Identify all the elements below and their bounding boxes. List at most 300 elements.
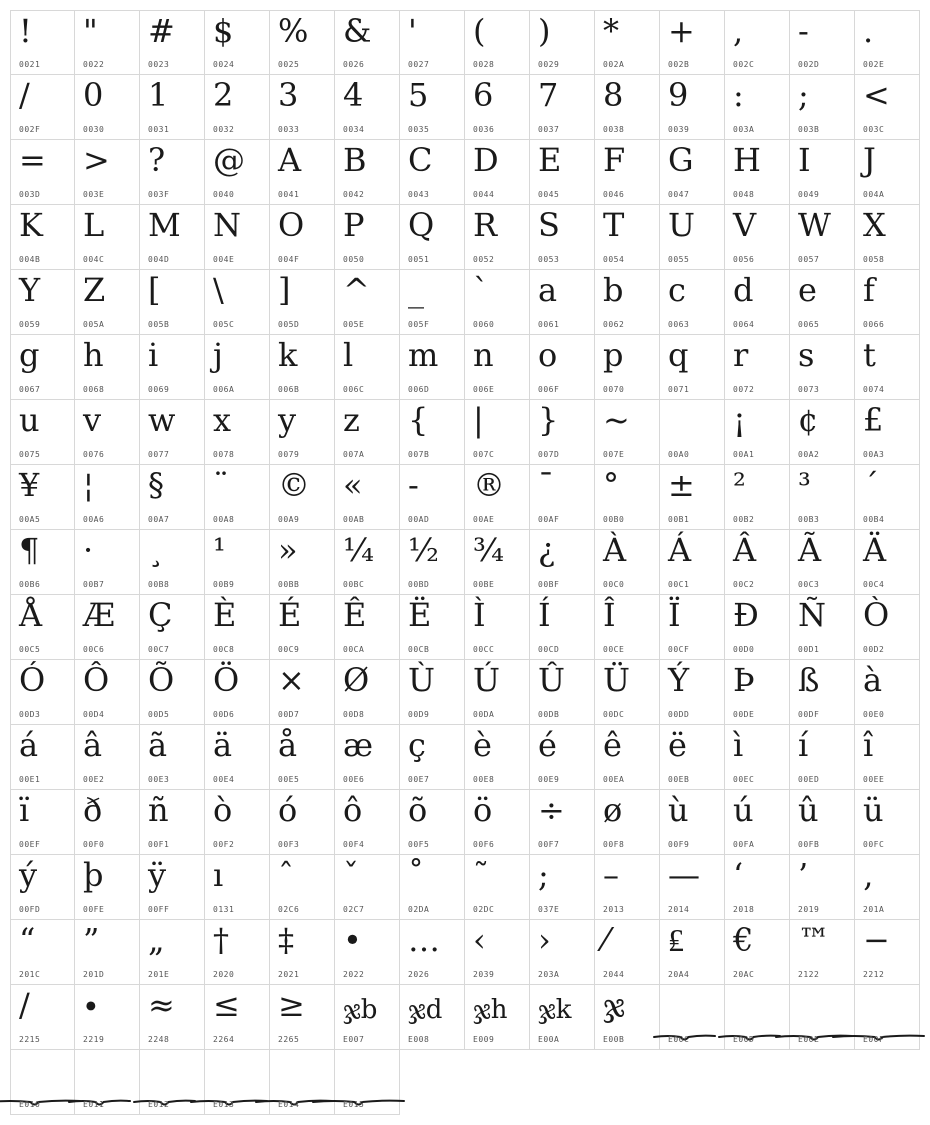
glyph-codepoint: 00A9 bbox=[278, 515, 300, 524]
glyph-codepoint: E015 bbox=[343, 1100, 365, 1109]
glyph-cell bbox=[530, 855, 595, 920]
glyph-char: ä bbox=[213, 726, 233, 764]
glyph-char: ‡ bbox=[278, 921, 294, 959]
glyph-cell bbox=[465, 725, 530, 790]
glyph-codepoint: 00F0 bbox=[83, 840, 105, 849]
glyph-char: ჯ bbox=[603, 986, 625, 1024]
glyph-cell bbox=[205, 855, 270, 920]
glyph-codepoint: 00B4 bbox=[863, 515, 885, 524]
glyph-char: V bbox=[733, 206, 757, 244]
glyph-cell bbox=[10, 725, 75, 790]
glyph-cell bbox=[530, 400, 595, 465]
glyph-codepoint: 0063 bbox=[668, 320, 690, 329]
glyph-cell bbox=[400, 465, 465, 530]
glyph-cell bbox=[205, 725, 270, 790]
glyph-cell bbox=[660, 725, 725, 790]
glyph-cell bbox=[790, 920, 855, 985]
glyph-cell bbox=[140, 530, 205, 595]
glyph-cell bbox=[790, 465, 855, 530]
glyph-cell bbox=[400, 855, 465, 920]
glyph-char: ì bbox=[733, 726, 744, 764]
glyph-char: ’ bbox=[798, 856, 809, 894]
glyph-codepoint: 203A bbox=[538, 970, 560, 979]
glyph-codepoint: 0021 bbox=[19, 60, 41, 69]
glyph-codepoint: 00F8 bbox=[603, 840, 625, 849]
glyph-cell bbox=[270, 790, 335, 855]
glyph-codepoint: 00EF bbox=[19, 840, 41, 849]
glyph-codepoint: 00EA bbox=[603, 775, 625, 784]
glyph-codepoint: 0055 bbox=[668, 255, 690, 264]
glyph-char: æ bbox=[343, 726, 374, 764]
glyph-cell bbox=[595, 205, 660, 270]
glyph-char: ! bbox=[19, 12, 32, 50]
glyph-codepoint: 2264 bbox=[213, 1035, 235, 1044]
glyph-codepoint: 0027 bbox=[408, 60, 430, 69]
glyph-codepoint: E010 bbox=[19, 1100, 41, 1109]
glyph-codepoint: 00C9 bbox=[278, 645, 300, 654]
glyph-codepoint: 2265 bbox=[278, 1035, 300, 1044]
glyph-char: T bbox=[603, 206, 625, 244]
glyph-char: 2 bbox=[213, 76, 234, 114]
glyph-cell bbox=[465, 270, 530, 335]
glyph-codepoint: 0064 bbox=[733, 320, 755, 329]
glyph-codepoint: 005C bbox=[213, 320, 235, 329]
glyph-codepoint: 0047 bbox=[668, 190, 690, 199]
glyph-char: ç bbox=[408, 726, 426, 764]
glyph-codepoint: 002C bbox=[733, 60, 755, 69]
glyph-char: − bbox=[863, 921, 890, 959]
glyph-cell bbox=[660, 595, 725, 660]
glyph-char: ˜ bbox=[473, 856, 489, 894]
glyph-char: ‚ bbox=[863, 856, 874, 894]
glyph-char: M bbox=[148, 206, 181, 244]
glyph-cell bbox=[270, 465, 335, 530]
glyph-char: Ý bbox=[668, 661, 690, 699]
glyph-codepoint: 2215 bbox=[19, 1035, 41, 1044]
glyph-codepoint: 00C4 bbox=[863, 580, 885, 589]
glyph-cell bbox=[465, 335, 530, 400]
glyph-char: Æ bbox=[83, 596, 116, 634]
glyph-codepoint: 0073 bbox=[798, 385, 820, 394]
glyph-codepoint: 0053 bbox=[538, 255, 560, 264]
glyph-codepoint: 0034 bbox=[343, 125, 365, 134]
glyph-codepoint: 00CF bbox=[668, 645, 690, 654]
glyph-char: y bbox=[278, 401, 297, 439]
glyph-codepoint: 00D8 bbox=[343, 710, 365, 719]
glyph-cell bbox=[400, 660, 465, 725]
glyph-char: . bbox=[863, 12, 874, 50]
glyph-cell bbox=[270, 985, 335, 1050]
glyph-char: - bbox=[408, 466, 419, 504]
glyph-cell bbox=[205, 270, 270, 335]
glyph-codepoint: 00C0 bbox=[603, 580, 625, 589]
glyph-cell bbox=[270, 530, 335, 595]
glyph-char: • bbox=[343, 921, 362, 959]
glyph-codepoint: 00C7 bbox=[148, 645, 170, 654]
glyph-cell bbox=[10, 1050, 75, 1115]
glyph-char: ' bbox=[408, 12, 417, 50]
glyph-cell bbox=[10, 530, 75, 595]
glyph-cell bbox=[660, 465, 725, 530]
glyph-codepoint: 00AB bbox=[343, 515, 365, 524]
glyph-codepoint: 0050 bbox=[343, 255, 365, 264]
glyph-char: Ü bbox=[603, 661, 630, 699]
glyph-char: S bbox=[538, 206, 560, 244]
glyph-codepoint: 0037 bbox=[538, 125, 560, 134]
glyph-cell bbox=[270, 270, 335, 335]
glyph-char: ½ bbox=[408, 531, 440, 569]
glyph-char: } bbox=[538, 401, 559, 439]
glyph-char: O bbox=[278, 206, 305, 244]
glyph-cell bbox=[725, 140, 790, 205]
glyph-char: \ bbox=[213, 271, 224, 309]
glyph-cell bbox=[660, 335, 725, 400]
glyph-codepoint: 00DF bbox=[798, 710, 820, 719]
glyph-char: · bbox=[83, 531, 94, 569]
glyph-cell bbox=[205, 205, 270, 270]
glyph-char: ¼ bbox=[343, 531, 375, 569]
glyph-char: ₤ bbox=[668, 921, 684, 959]
glyph-codepoint: 02DC bbox=[473, 905, 495, 914]
glyph-cell bbox=[725, 660, 790, 725]
glyph-cell bbox=[465, 465, 530, 530]
glyph-cell bbox=[790, 530, 855, 595]
glyph-cell bbox=[790, 790, 855, 855]
glyph-cell bbox=[140, 725, 205, 790]
glyph-codepoint: E008 bbox=[408, 1035, 430, 1044]
glyph-char: c bbox=[668, 271, 686, 309]
glyph-codepoint: 201E bbox=[148, 970, 170, 979]
glyph-char: d bbox=[733, 271, 754, 309]
glyph-char: s bbox=[798, 336, 815, 374]
glyph-codepoint: 0022 bbox=[83, 60, 105, 69]
glyph-char: I bbox=[798, 141, 811, 179]
glyph-codepoint: 2022 bbox=[343, 970, 365, 979]
glyph-char: ” bbox=[83, 921, 100, 959]
glyph-codepoint: 00EB bbox=[668, 775, 690, 784]
glyph-cell bbox=[660, 270, 725, 335]
glyph-char: % bbox=[278, 12, 309, 50]
glyph-cell bbox=[10, 595, 75, 660]
glyph-codepoint: E013 bbox=[213, 1100, 235, 1109]
glyph-codepoint: 0028 bbox=[473, 60, 495, 69]
glyph-char: Í bbox=[538, 596, 551, 634]
glyph-codepoint: 00E0 bbox=[863, 710, 885, 719]
glyph-char: ú bbox=[733, 791, 754, 829]
glyph-cell bbox=[335, 530, 400, 595]
glyph-cell bbox=[660, 205, 725, 270]
glyph-codepoint: 02C6 bbox=[278, 905, 300, 914]
glyph-cell bbox=[465, 985, 530, 1050]
glyph-char: Ò bbox=[863, 596, 890, 634]
glyph-cell bbox=[855, 270, 920, 335]
glyph-cell bbox=[465, 400, 530, 465]
glyph-char: ¨ bbox=[213, 466, 229, 504]
glyph-codepoint: 00D5 bbox=[148, 710, 170, 719]
glyph-cell bbox=[790, 270, 855, 335]
glyph-char: ჯk bbox=[538, 995, 572, 1025]
glyph-codepoint: 004E bbox=[213, 255, 235, 264]
glyph-codepoint: 00FC bbox=[863, 840, 885, 849]
glyph-char: Ó bbox=[19, 661, 46, 699]
glyph-cell bbox=[75, 205, 140, 270]
glyph-cell bbox=[725, 790, 790, 855]
glyph-codepoint: 00E8 bbox=[473, 775, 495, 784]
glyph-cell bbox=[790, 400, 855, 465]
glyph-char: : bbox=[733, 76, 744, 114]
glyph-codepoint: 004D bbox=[148, 255, 170, 264]
glyph-cell bbox=[400, 725, 465, 790]
glyph-codepoint: 0049 bbox=[798, 190, 820, 199]
glyph-codepoint: 2039 bbox=[473, 970, 495, 979]
glyph-cell bbox=[400, 595, 465, 660]
glyph-cell bbox=[855, 10, 920, 75]
glyph-codepoint: 0069 bbox=[148, 385, 170, 394]
glyph-cell bbox=[270, 595, 335, 660]
glyph-cell bbox=[140, 75, 205, 140]
glyph-codepoint: 00F2 bbox=[213, 840, 235, 849]
glyph-codepoint: 00E4 bbox=[213, 775, 235, 784]
glyph-codepoint: 0075 bbox=[19, 450, 41, 459]
glyph-codepoint: E00F bbox=[863, 1035, 885, 1044]
glyph-cell bbox=[595, 400, 660, 465]
glyph-cell bbox=[335, 10, 400, 75]
glyph-cell bbox=[725, 465, 790, 530]
glyph-cell bbox=[855, 790, 920, 855]
glyph-codepoint: 006C bbox=[343, 385, 365, 394]
glyph-char: b bbox=[603, 271, 624, 309]
glyph-cell bbox=[205, 790, 270, 855]
glyph-cell bbox=[400, 920, 465, 985]
glyph-codepoint: 00ED bbox=[798, 775, 820, 784]
glyph-codepoint: 00B7 bbox=[83, 580, 105, 589]
glyph-char: û bbox=[798, 791, 819, 829]
glyph-codepoint: 003D bbox=[19, 190, 41, 199]
glyph-char: Ç bbox=[148, 596, 173, 634]
glyph-char: & bbox=[343, 12, 372, 50]
glyph-char: Ø bbox=[343, 661, 370, 699]
glyph-char: B bbox=[343, 141, 367, 179]
glyph-codepoint: 00AE bbox=[473, 515, 495, 524]
glyph-char: C bbox=[408, 141, 433, 179]
glyph-codepoint: 0025 bbox=[278, 60, 300, 69]
glyph-cell bbox=[140, 335, 205, 400]
glyph-codepoint: 0031 bbox=[148, 125, 170, 134]
glyph-cell bbox=[660, 140, 725, 205]
glyph-cell bbox=[10, 660, 75, 725]
glyph-codepoint: 002E bbox=[863, 60, 885, 69]
glyph-char: x bbox=[213, 401, 232, 439]
glyph-char: " bbox=[83, 12, 98, 50]
glyph-cell bbox=[595, 10, 660, 75]
glyph-cell bbox=[790, 660, 855, 725]
glyph-cell bbox=[75, 855, 140, 920]
glyph-cell bbox=[855, 920, 920, 985]
glyph-cell bbox=[790, 725, 855, 790]
glyph-char: , bbox=[733, 12, 744, 50]
glyph-cell bbox=[465, 530, 530, 595]
glyph-codepoint: 0048 bbox=[733, 190, 755, 199]
glyph-char: ∕ bbox=[19, 986, 30, 1024]
glyph-cell bbox=[10, 920, 75, 985]
glyph-cell bbox=[465, 855, 530, 920]
glyph-cell bbox=[465, 660, 530, 725]
glyph-cell bbox=[595, 985, 660, 1050]
glyph-cell bbox=[140, 985, 205, 1050]
glyph-cell bbox=[660, 10, 725, 75]
glyph-cell bbox=[270, 920, 335, 985]
glyph-codepoint: 00DE bbox=[733, 710, 755, 719]
glyph-char: ² bbox=[733, 466, 746, 504]
glyph-codepoint: E00D bbox=[733, 1035, 755, 1044]
glyph-char: › bbox=[538, 921, 551, 959]
glyph-cell bbox=[855, 205, 920, 270]
glyph-char: ð bbox=[83, 791, 103, 829]
glyph-codepoint: 00C5 bbox=[19, 645, 41, 654]
glyph-char: k bbox=[278, 336, 298, 374]
glyph-char: © bbox=[278, 466, 310, 504]
glyph-codepoint: 02DA bbox=[408, 905, 430, 914]
glyph-char: P bbox=[343, 206, 365, 244]
glyph-codepoint: 005F bbox=[408, 320, 430, 329]
glyph-codepoint: 007B bbox=[408, 450, 430, 459]
glyph-codepoint: 002A bbox=[603, 60, 625, 69]
glyph-grid bbox=[10, 10, 920, 1115]
glyph-char: ý bbox=[19, 856, 38, 894]
glyph-cell bbox=[790, 205, 855, 270]
glyph-codepoint: 00F6 bbox=[473, 840, 495, 849]
glyph-char: Q bbox=[408, 206, 435, 244]
glyph-char: ° bbox=[603, 466, 619, 504]
glyph-codepoint: 0061 bbox=[538, 320, 560, 329]
glyph-cell bbox=[335, 660, 400, 725]
glyph-char: $ bbox=[213, 12, 234, 50]
glyph-cell bbox=[465, 205, 530, 270]
glyph-cell bbox=[335, 725, 400, 790]
glyph-char: € bbox=[733, 921, 754, 959]
glyph-char: Á bbox=[668, 531, 692, 569]
glyph-cell bbox=[530, 335, 595, 400]
glyph-codepoint: 00BD bbox=[408, 580, 430, 589]
glyph-cell bbox=[595, 465, 660, 530]
glyph-cell bbox=[465, 920, 530, 985]
glyph-char: m bbox=[408, 336, 439, 374]
glyph-char: q bbox=[668, 336, 689, 374]
glyph-codepoint: 0043 bbox=[408, 190, 430, 199]
glyph-char: ≥ bbox=[278, 986, 305, 1024]
glyph-cell bbox=[660, 530, 725, 595]
glyph-cell bbox=[140, 595, 205, 660]
glyph-cell bbox=[335, 140, 400, 205]
glyph-char: * bbox=[603, 12, 619, 50]
glyph-codepoint: 00A3 bbox=[863, 450, 885, 459]
glyph-codepoint: 0062 bbox=[603, 320, 625, 329]
glyph-char: × bbox=[278, 661, 305, 699]
glyph-codepoint: 0038 bbox=[603, 125, 625, 134]
glyph-char: + bbox=[668, 12, 695, 50]
glyph-cell bbox=[75, 725, 140, 790]
glyph-char: # bbox=[148, 12, 175, 50]
glyph-cell bbox=[10, 465, 75, 530]
glyph-cell bbox=[400, 335, 465, 400]
glyph-char: p bbox=[603, 336, 624, 374]
glyph-char: X bbox=[863, 206, 886, 244]
glyph-char: À bbox=[603, 531, 627, 569]
glyph-cell bbox=[270, 660, 335, 725]
glyph-codepoint: 00F4 bbox=[343, 840, 365, 849]
glyph-cell bbox=[140, 270, 205, 335]
glyph-cell bbox=[855, 400, 920, 465]
glyph-codepoint: 00BB bbox=[278, 580, 300, 589]
glyph-char: á bbox=[19, 726, 39, 764]
glyph-codepoint: 0068 bbox=[83, 385, 105, 394]
glyph-cell bbox=[725, 400, 790, 465]
glyph-codepoint: 0076 bbox=[83, 450, 105, 459]
glyph-codepoint: 00F7 bbox=[538, 840, 560, 849]
glyph-cell bbox=[10, 790, 75, 855]
glyph-char: L bbox=[83, 206, 105, 244]
glyph-cell bbox=[530, 790, 595, 855]
glyph-codepoint: 0035 bbox=[408, 125, 430, 134]
glyph-char: ¯ bbox=[538, 466, 554, 504]
glyph-codepoint: 0065 bbox=[798, 320, 820, 329]
glyph-char: 6 bbox=[473, 76, 494, 114]
glyph-char: ÷ bbox=[538, 791, 565, 829]
glyph-cell bbox=[335, 855, 400, 920]
glyph-char: U bbox=[668, 206, 695, 244]
glyph-char: ¸ bbox=[148, 531, 164, 569]
glyph-cell bbox=[75, 530, 140, 595]
glyph-cell bbox=[400, 75, 465, 140]
glyph-char: ï bbox=[19, 791, 30, 829]
glyph-codepoint: 00D0 bbox=[733, 645, 755, 654]
glyph-codepoint: 00C8 bbox=[213, 645, 235, 654]
glyph-cell bbox=[855, 985, 920, 1050]
glyph-codepoint: 0079 bbox=[278, 450, 300, 459]
glyph-char: ˚ bbox=[408, 856, 424, 894]
glyph-codepoint: E00B bbox=[603, 1035, 625, 1044]
glyph-cell bbox=[660, 400, 725, 465]
glyph-char: ] bbox=[278, 271, 291, 309]
glyph-cell bbox=[725, 855, 790, 920]
glyph-cell bbox=[660, 855, 725, 920]
glyph-cell bbox=[75, 465, 140, 530]
glyph-codepoint: 0077 bbox=[148, 450, 170, 459]
glyph-codepoint: 0057 bbox=[798, 255, 820, 264]
glyph-cell bbox=[205, 75, 270, 140]
glyph-cell bbox=[595, 595, 660, 660]
glyph-char: - bbox=[798, 12, 809, 50]
glyph-codepoint: 007C bbox=[473, 450, 495, 459]
glyph-cell bbox=[75, 140, 140, 205]
glyph-cell bbox=[855, 335, 920, 400]
glyph-char: í bbox=[798, 726, 809, 764]
glyph-cell bbox=[10, 400, 75, 465]
glyph-char: R bbox=[473, 206, 498, 244]
glyph-cell bbox=[75, 270, 140, 335]
glyph-codepoint: 00E9 bbox=[538, 775, 560, 784]
glyph-cell bbox=[335, 985, 400, 1050]
glyph-char: ~ bbox=[603, 401, 630, 439]
glyph-codepoint: 2013 bbox=[603, 905, 625, 914]
glyph-cell bbox=[530, 595, 595, 660]
glyph-char: j bbox=[213, 336, 223, 374]
glyph-cell bbox=[855, 855, 920, 920]
glyph-char: è bbox=[473, 726, 492, 764]
glyph-char: É bbox=[278, 596, 302, 634]
glyph-cell bbox=[530, 660, 595, 725]
glyph-cell bbox=[595, 270, 660, 335]
